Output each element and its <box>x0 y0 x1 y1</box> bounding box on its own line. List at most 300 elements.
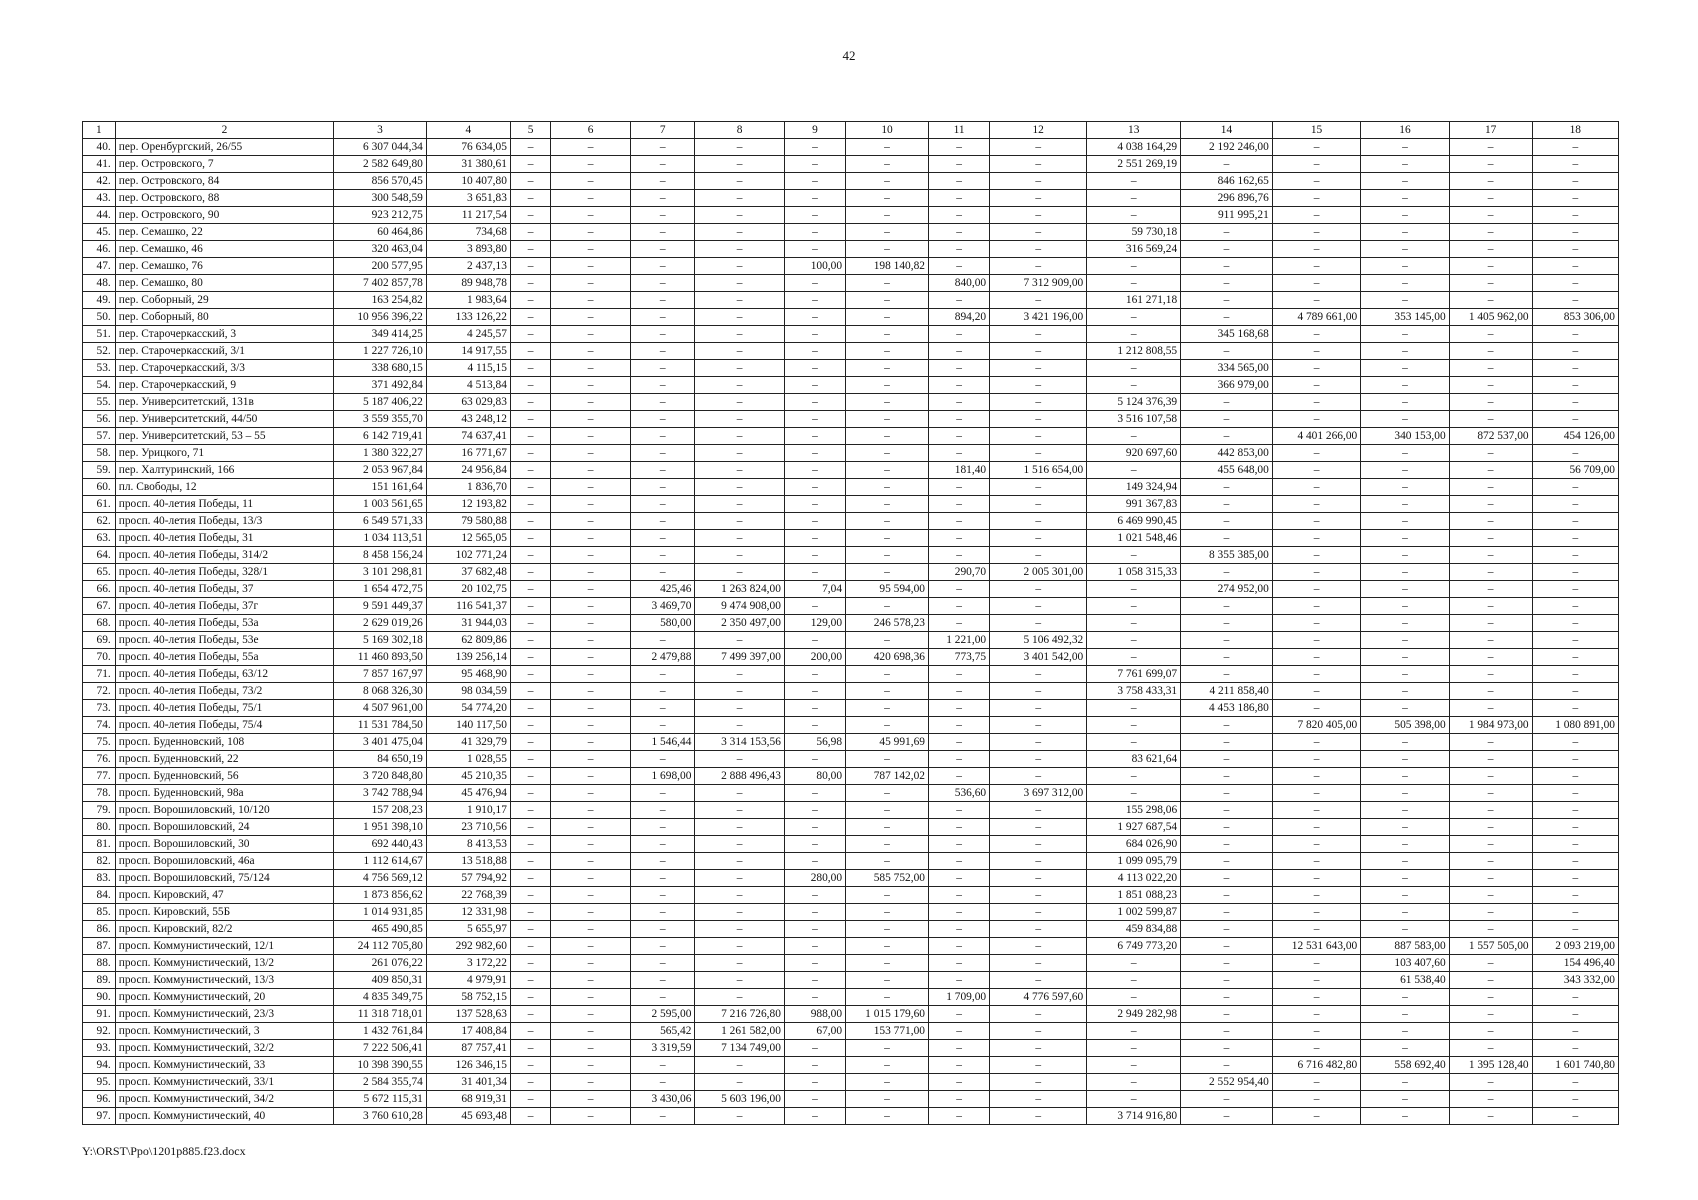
value-cell-col-3: 320 463,04 <box>334 241 427 258</box>
value-cell-col-11: – <box>928 836 989 853</box>
value-cell-col-4: 45 210,35 <box>426 768 510 785</box>
value-cell-col-5: – <box>510 462 550 479</box>
value-cell-col-11: – <box>928 768 989 785</box>
value-cell-col-5: – <box>510 734 550 751</box>
value-cell-col-13: 161 271,18 <box>1087 292 1181 309</box>
column-header-2: 2 <box>115 122 333 139</box>
table-row <box>83 326 1619 343</box>
value-cell-col-8: – <box>695 309 785 326</box>
address-cell: просп. Коммунистический, 34/2 <box>115 1091 333 1108</box>
address-cell: просп. Буденновский, 108 <box>115 734 333 751</box>
value-cell-col-10: – <box>846 428 929 445</box>
address-cell: просп. 40-летия Победы, 75/4 <box>115 717 333 734</box>
value-cell-col-7: – <box>630 377 694 394</box>
value-cell-col-15: – <box>1272 887 1360 904</box>
table-row <box>83 1040 1619 1057</box>
value-cell-col-9: 56,98 <box>784 734 845 751</box>
value-cell-col-9: – <box>784 564 845 581</box>
value-cell-col-15: – <box>1272 819 1360 836</box>
value-cell-col-12: – <box>990 530 1087 547</box>
value-cell-col-13: – <box>1087 326 1181 343</box>
value-cell-col-7: – <box>630 207 694 224</box>
value-cell-col-18: – <box>1532 513 1618 530</box>
value-cell-col-18: – <box>1532 1006 1618 1023</box>
value-cell-col-12: – <box>990 615 1087 632</box>
value-cell-col-13: 1 002 599,87 <box>1087 904 1181 921</box>
table-row <box>83 1057 1619 1074</box>
value-cell-col-14: – <box>1181 411 1273 428</box>
row-number-cell: 49. <box>83 292 116 309</box>
table-row <box>83 428 1619 445</box>
value-cell-col-15: – <box>1272 411 1360 428</box>
value-cell-col-4: 74 637,41 <box>426 428 510 445</box>
value-cell-col-15: – <box>1272 190 1360 207</box>
value-cell-col-11: – <box>928 598 989 615</box>
value-cell-col-14: – <box>1181 955 1273 972</box>
value-cell-col-13: 1 058 315,33 <box>1087 564 1181 581</box>
value-cell-col-13: – <box>1087 1023 1181 1040</box>
value-cell-col-16: – <box>1361 819 1449 836</box>
row-number-cell: 95. <box>83 1074 116 1091</box>
address-cell: пер. Островского, 90 <box>115 207 333 224</box>
value-cell-col-13: 155 298,06 <box>1087 802 1181 819</box>
value-cell-col-16: – <box>1361 360 1449 377</box>
value-cell-col-7: – <box>630 513 694 530</box>
value-cell-col-16: – <box>1361 513 1449 530</box>
value-cell-col-15: – <box>1272 581 1360 598</box>
address-cell: просп. Буденновский, 56 <box>115 768 333 785</box>
value-cell-col-9: – <box>784 445 845 462</box>
address-cell: просп. 40-летия Победы, 53а <box>115 615 333 632</box>
value-cell-col-16: – <box>1361 700 1449 717</box>
column-header-3: 3 <box>334 122 427 139</box>
value-cell-col-10: – <box>846 445 929 462</box>
value-cell-col-10: – <box>846 241 929 258</box>
value-cell-col-6: – <box>551 734 631 751</box>
value-cell-col-15: – <box>1272 139 1360 156</box>
value-cell-col-13: 59 730,18 <box>1087 224 1181 241</box>
value-cell-col-8: 7 499 397,00 <box>695 649 785 666</box>
row-number-cell: 50. <box>83 309 116 326</box>
value-cell-col-14: – <box>1181 156 1273 173</box>
value-cell-col-16: – <box>1361 343 1449 360</box>
table-row <box>83 139 1619 156</box>
value-cell-col-15: – <box>1272 224 1360 241</box>
value-cell-col-4: 10 407,80 <box>426 173 510 190</box>
value-cell-col-14: 846 162,65 <box>1181 173 1273 190</box>
value-cell-col-11: – <box>928 343 989 360</box>
value-cell-col-15: – <box>1272 1023 1360 1040</box>
value-cell-col-8: – <box>695 547 785 564</box>
value-cell-col-17: – <box>1449 564 1532 581</box>
value-cell-col-14: – <box>1181 938 1273 955</box>
value-cell-col-17: – <box>1449 802 1532 819</box>
address-cell: просп. 40-летия Победы, 314/2 <box>115 547 333 564</box>
value-cell-col-12: – <box>990 1006 1087 1023</box>
value-cell-col-11: – <box>928 972 989 989</box>
value-cell-col-14: – <box>1181 513 1273 530</box>
value-cell-col-9: – <box>784 377 845 394</box>
value-cell-col-3: 261 076,22 <box>334 955 427 972</box>
value-cell-col-12: 4 776 597,60 <box>990 989 1087 1006</box>
column-header-6: 6 <box>551 122 631 139</box>
row-number-cell: 41. <box>83 156 116 173</box>
value-cell-col-12: – <box>990 768 1087 785</box>
value-cell-col-13: – <box>1087 615 1181 632</box>
value-cell-col-4: 4 513,84 <box>426 377 510 394</box>
value-cell-col-5: – <box>510 496 550 513</box>
value-cell-col-17: – <box>1449 853 1532 870</box>
value-cell-col-8: – <box>695 1108 785 1125</box>
value-cell-col-14: – <box>1181 428 1273 445</box>
row-number-cell: 54. <box>83 377 116 394</box>
row-number-cell: 65. <box>83 564 116 581</box>
value-cell-col-8: – <box>695 700 785 717</box>
value-cell-col-4: 5 655,97 <box>426 921 510 938</box>
value-cell-col-18: – <box>1532 734 1618 751</box>
value-cell-col-12: 1 516 654,00 <box>990 462 1087 479</box>
value-cell-col-9: – <box>784 1040 845 1057</box>
value-cell-col-10: 420 698,36 <box>846 649 929 666</box>
value-cell-col-12: – <box>990 734 1087 751</box>
value-cell-col-18: 454 126,00 <box>1532 428 1618 445</box>
table-row <box>83 615 1619 632</box>
value-cell-col-12: 3 401 542,00 <box>990 649 1087 666</box>
value-cell-col-3: 3 760 610,28 <box>334 1108 427 1125</box>
row-number-cell: 81. <box>83 836 116 853</box>
value-cell-col-18: – <box>1532 989 1618 1006</box>
table-row <box>83 1108 1619 1125</box>
value-cell-col-5: – <box>510 870 550 887</box>
row-number-cell: 48. <box>83 275 116 292</box>
value-cell-col-18: 2 093 219,00 <box>1532 938 1618 955</box>
address-cell: просп. 40-летия Победы, 55а <box>115 649 333 666</box>
value-cell-col-6: – <box>551 1057 631 1074</box>
value-cell-col-12: 5 106 492,32 <box>990 632 1087 649</box>
value-cell-col-8: – <box>695 802 785 819</box>
row-number-cell: 40. <box>83 139 116 156</box>
value-cell-col-16: 340 153,00 <box>1361 428 1449 445</box>
value-cell-col-15: – <box>1272 785 1360 802</box>
value-cell-col-5: – <box>510 581 550 598</box>
data-table-container <box>82 121 1619 1125</box>
value-cell-col-5: – <box>510 904 550 921</box>
value-cell-col-16: – <box>1361 496 1449 513</box>
value-cell-col-7: – <box>630 428 694 445</box>
value-cell-col-7: – <box>630 853 694 870</box>
value-cell-col-4: 126 346,15 <box>426 1057 510 1074</box>
table-row <box>83 479 1619 496</box>
value-cell-col-16: – <box>1361 547 1449 564</box>
row-number-cell: 96. <box>83 1091 116 1108</box>
value-cell-col-15: – <box>1272 241 1360 258</box>
value-cell-col-17: – <box>1449 496 1532 513</box>
value-cell-col-5: – <box>510 292 550 309</box>
value-cell-col-12: – <box>990 887 1087 904</box>
value-cell-col-15: – <box>1272 972 1360 989</box>
value-cell-col-15: – <box>1272 683 1360 700</box>
value-cell-col-9: – <box>784 190 845 207</box>
row-number-cell: 56. <box>83 411 116 428</box>
value-cell-col-10: – <box>846 836 929 853</box>
value-cell-col-8: – <box>695 955 785 972</box>
value-cell-col-3: 24 112 705,80 <box>334 938 427 955</box>
value-cell-col-14: – <box>1181 309 1273 326</box>
value-cell-col-10: – <box>846 700 929 717</box>
value-cell-col-12: – <box>990 513 1087 530</box>
table-row <box>83 411 1619 428</box>
value-cell-col-17: – <box>1449 700 1532 717</box>
value-cell-col-13: – <box>1087 309 1181 326</box>
address-cell: просп. Коммунистический, 33/1 <box>115 1074 333 1091</box>
row-number-cell: 72. <box>83 683 116 700</box>
value-cell-col-14: – <box>1181 887 1273 904</box>
value-cell-col-9: 280,00 <box>784 870 845 887</box>
value-cell-col-7: – <box>630 836 694 853</box>
value-cell-col-9: – <box>784 360 845 377</box>
value-cell-col-4: 4 245,57 <box>426 326 510 343</box>
value-cell-col-14: 296 896,76 <box>1181 190 1273 207</box>
table-row <box>83 887 1619 904</box>
value-cell-col-11: – <box>928 139 989 156</box>
address-cell: просп. 40-летия Победы, 13/3 <box>115 513 333 530</box>
value-cell-col-5: – <box>510 275 550 292</box>
value-cell-col-11: – <box>928 1057 989 1074</box>
value-cell-col-13: 4 113 022,20 <box>1087 870 1181 887</box>
value-cell-col-18: – <box>1532 360 1618 377</box>
value-cell-col-18: 853 306,00 <box>1532 309 1618 326</box>
value-cell-col-5: – <box>510 632 550 649</box>
value-cell-col-16: – <box>1361 666 1449 683</box>
value-cell-col-18: – <box>1532 258 1618 275</box>
value-cell-col-18: – <box>1532 836 1618 853</box>
value-cell-col-9: – <box>784 496 845 513</box>
value-cell-col-3: 11 318 718,01 <box>334 1006 427 1023</box>
value-cell-col-6: – <box>551 207 631 224</box>
value-cell-col-9: – <box>784 632 845 649</box>
value-cell-col-6: – <box>551 1040 631 1057</box>
value-cell-col-7: 1 546,44 <box>630 734 694 751</box>
table-row <box>83 1074 1619 1091</box>
value-cell-col-3: 6 307 044,34 <box>334 139 427 156</box>
row-number-cell: 58. <box>83 445 116 462</box>
value-cell-col-16: – <box>1361 207 1449 224</box>
value-cell-col-11: – <box>928 207 989 224</box>
address-cell: просп. 40-летия Победы, 37г <box>115 598 333 615</box>
value-cell-col-11: – <box>928 1074 989 1091</box>
table-row <box>83 258 1619 275</box>
value-cell-col-18: – <box>1532 479 1618 496</box>
value-cell-col-7: – <box>630 938 694 955</box>
value-cell-col-4: 3 651,83 <box>426 190 510 207</box>
value-cell-col-17: – <box>1449 462 1532 479</box>
row-number-cell: 94. <box>83 1057 116 1074</box>
value-cell-col-15: – <box>1272 1006 1360 1023</box>
value-cell-col-16: – <box>1361 462 1449 479</box>
value-cell-col-14: – <box>1181 224 1273 241</box>
value-cell-col-14: 274 952,00 <box>1181 581 1273 598</box>
value-cell-col-13: – <box>1087 734 1181 751</box>
value-cell-col-14: – <box>1181 649 1273 666</box>
value-cell-col-10: 95 594,00 <box>846 581 929 598</box>
value-cell-col-17: – <box>1449 156 1532 173</box>
value-cell-col-15: – <box>1272 734 1360 751</box>
value-cell-col-13: – <box>1087 649 1181 666</box>
value-cell-col-3: 7 222 506,41 <box>334 1040 427 1057</box>
value-cell-col-14: 455 648,00 <box>1181 462 1273 479</box>
value-cell-col-6: – <box>551 564 631 581</box>
value-cell-col-17: – <box>1449 649 1532 666</box>
value-cell-col-9: – <box>784 785 845 802</box>
value-cell-col-4: 12 565,05 <box>426 530 510 547</box>
value-cell-col-16: – <box>1361 683 1449 700</box>
address-cell: пер. Семашко, 80 <box>115 275 333 292</box>
value-cell-col-6: – <box>551 887 631 904</box>
value-cell-col-7: – <box>630 870 694 887</box>
value-cell-col-3: 1 432 761,84 <box>334 1023 427 1040</box>
value-cell-col-6: – <box>551 360 631 377</box>
value-cell-col-9: – <box>784 547 845 564</box>
value-cell-col-8: – <box>695 411 785 428</box>
value-cell-col-7: – <box>630 445 694 462</box>
value-cell-col-8: – <box>695 343 785 360</box>
value-cell-col-14: – <box>1181 343 1273 360</box>
value-cell-col-10: – <box>846 989 929 1006</box>
value-cell-col-10: – <box>846 207 929 224</box>
table-row <box>83 717 1619 734</box>
address-cell: пер. Семашко, 76 <box>115 258 333 275</box>
value-cell-col-5: – <box>510 955 550 972</box>
value-cell-col-18: – <box>1532 547 1618 564</box>
value-cell-col-18: 56 709,00 <box>1532 462 1618 479</box>
value-cell-col-6: – <box>551 428 631 445</box>
value-cell-col-9: – <box>784 394 845 411</box>
value-cell-col-4: 23 710,56 <box>426 819 510 836</box>
value-cell-col-10: – <box>846 530 929 547</box>
value-cell-col-5: – <box>510 1057 550 1074</box>
value-cell-col-9: – <box>784 955 845 972</box>
column-header-14: 14 <box>1181 122 1273 139</box>
value-cell-col-10: – <box>846 972 929 989</box>
value-cell-col-4: 8 413,53 <box>426 836 510 853</box>
value-cell-col-15: – <box>1272 615 1360 632</box>
value-cell-col-3: 349 414,25 <box>334 326 427 343</box>
value-cell-col-8: – <box>695 1057 785 1074</box>
value-cell-col-6: – <box>551 870 631 887</box>
table-row <box>83 462 1619 479</box>
value-cell-col-18: – <box>1532 275 1618 292</box>
value-cell-col-16: – <box>1361 853 1449 870</box>
value-cell-col-6: – <box>551 139 631 156</box>
value-cell-col-16: 887 583,00 <box>1361 938 1449 955</box>
value-cell-col-10: – <box>846 1108 929 1125</box>
value-cell-col-15: – <box>1272 445 1360 462</box>
value-cell-col-17: – <box>1449 479 1532 496</box>
value-cell-col-15: – <box>1272 207 1360 224</box>
value-cell-col-10: 1 015 179,60 <box>846 1006 929 1023</box>
value-cell-col-10: – <box>846 394 929 411</box>
value-cell-col-15: – <box>1272 173 1360 190</box>
value-cell-col-10: 246 578,23 <box>846 615 929 632</box>
value-cell-col-5: – <box>510 428 550 445</box>
address-cell: просп. Ворошиловский, 24 <box>115 819 333 836</box>
value-cell-col-16: 103 407,60 <box>1361 955 1449 972</box>
row-number-cell: 66. <box>83 581 116 598</box>
value-cell-col-12: – <box>990 292 1087 309</box>
value-cell-col-10: 198 140,82 <box>846 258 929 275</box>
value-cell-col-11: – <box>928 1091 989 1108</box>
value-cell-col-4: 12 331,98 <box>426 904 510 921</box>
value-cell-col-10: – <box>846 462 929 479</box>
value-cell-col-4: 1 910,17 <box>426 802 510 819</box>
value-cell-col-6: – <box>551 173 631 190</box>
value-cell-col-7: – <box>630 224 694 241</box>
value-cell-col-8: – <box>695 921 785 938</box>
value-cell-col-18: – <box>1532 581 1618 598</box>
value-cell-col-9: – <box>784 513 845 530</box>
table-row <box>83 785 1619 802</box>
value-cell-col-3: 2 629 019,26 <box>334 615 427 632</box>
value-cell-col-13: – <box>1087 462 1181 479</box>
row-number-cell: 92. <box>83 1023 116 1040</box>
value-cell-col-16: – <box>1361 241 1449 258</box>
value-cell-col-10: – <box>846 360 929 377</box>
value-cell-col-13: 684 026,90 <box>1087 836 1181 853</box>
value-cell-col-13: – <box>1087 972 1181 989</box>
value-cell-col-15: – <box>1272 564 1360 581</box>
value-cell-col-6: – <box>551 394 631 411</box>
value-cell-col-16: – <box>1361 887 1449 904</box>
value-cell-col-14: – <box>1181 615 1273 632</box>
value-cell-col-12: – <box>990 870 1087 887</box>
value-cell-col-12: – <box>990 717 1087 734</box>
value-cell-col-12: – <box>990 445 1087 462</box>
value-cell-col-9: – <box>784 479 845 496</box>
value-cell-col-11: – <box>928 581 989 598</box>
value-cell-col-18: – <box>1532 1091 1618 1108</box>
value-cell-col-6: – <box>551 1108 631 1125</box>
value-cell-col-7: 3 430,06 <box>630 1091 694 1108</box>
value-cell-col-13: 2 551 269,19 <box>1087 156 1181 173</box>
row-number-cell: 79. <box>83 802 116 819</box>
value-cell-col-17: – <box>1449 190 1532 207</box>
value-cell-col-6: – <box>551 1023 631 1040</box>
value-cell-col-17: – <box>1449 394 1532 411</box>
value-cell-col-13: 6 469 990,45 <box>1087 513 1181 530</box>
value-cell-col-11: – <box>928 292 989 309</box>
row-number-cell: 97. <box>83 1108 116 1125</box>
value-cell-col-10: – <box>846 173 929 190</box>
value-cell-col-4: 62 809,86 <box>426 632 510 649</box>
value-cell-col-3: 465 490,85 <box>334 921 427 938</box>
row-number-cell: 83. <box>83 870 116 887</box>
value-cell-col-14: – <box>1181 1040 1273 1057</box>
value-cell-col-17: – <box>1449 360 1532 377</box>
row-number-cell: 43. <box>83 190 116 207</box>
value-cell-col-17: – <box>1449 207 1532 224</box>
value-cell-col-12: – <box>990 836 1087 853</box>
row-number-cell: 60. <box>83 479 116 496</box>
value-cell-col-8: – <box>695 564 785 581</box>
value-cell-col-4: 1 983,64 <box>426 292 510 309</box>
value-cell-col-8: – <box>695 496 785 513</box>
value-cell-col-6: – <box>551 445 631 462</box>
value-cell-col-9: – <box>784 887 845 904</box>
value-cell-col-16: – <box>1361 768 1449 785</box>
value-cell-col-4: 116 541,37 <box>426 598 510 615</box>
value-cell-col-16: – <box>1361 411 1449 428</box>
value-cell-col-16: – <box>1361 326 1449 343</box>
